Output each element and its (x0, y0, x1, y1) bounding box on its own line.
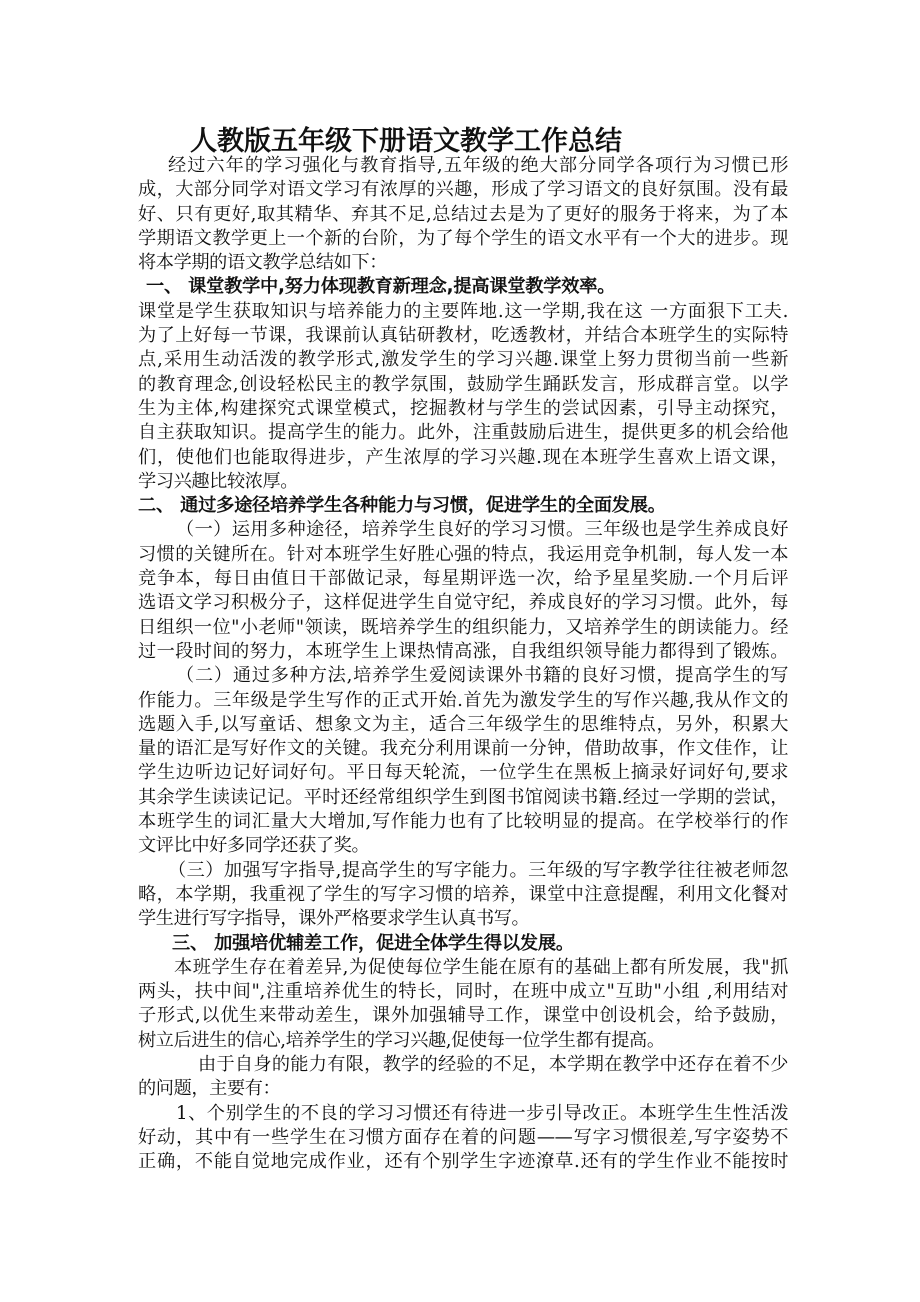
section-heading: 一、 课堂教学中,努力体现教育新理念,提高课堂教学效率。 (146, 276, 616, 298)
paragraph-line: 本班学生存在着差异,为促使每位学生能在原有的基础上都有所发展，我"抓 (174, 956, 788, 978)
paragraph-line: 正确，不能自觉地完成作业，还有个别学生字迹潦草.还有的学生作业不能按时 (138, 1151, 788, 1173)
paragraph-line: 经过六年的学习强化与教育指导,五年级的绝大部分同学各项行为习惯已形 (168, 155, 788, 176)
paragraph-line: 学习兴趣比较浓厚。 (138, 470, 299, 492)
section-heading: 三、 加强培优辅差工作，促进全体学生得以发展。 (172, 932, 574, 954)
paragraph-line: 生为主体,构建探究式课堂模式，挖掘教材与学生的尝试因素，引导主动探究， (138, 397, 788, 419)
paragraph-line: 为了上好每一节课，我课前认真钻研教材，吃透教材，并结合本班学生的实际特 (138, 325, 788, 347)
page-title: 人教版五年级下册语文教学工作总结 (190, 126, 622, 157)
paragraph-line: 文评比中好多同学还获了奖。 (138, 835, 370, 857)
paragraph-line: 两头，扶中间",注重培养优生的特长，同时，在班中成立"互助"小组 ,利用结对 (138, 981, 788, 1003)
paragraph-line: （二）通过多种方法,培养学生爱阅读课外书籍的良好习惯，提高学生的写 (176, 665, 788, 687)
paragraph-line: 点,采用生动活泼的教学形式,激发学生的学习兴趣.课堂上努力贯彻当前一些新 (138, 349, 788, 371)
paragraph-line: 本班学生的词汇量大大增加,写作能力也有了比较明显的提高。在学校举行的作 (138, 811, 788, 833)
paragraph-line: 子形式,以优生来带动差生，课外加强辅导工作，课堂中创设机会，给予鼓励， (138, 1005, 788, 1027)
paragraph-line: 学生边听边记好词好句。平日每天轮流，一位学生在黑板上摘录好词好句,要求 (138, 762, 788, 784)
paragraph-line: 们，使他们也能取得进步，产生浓厚的学习兴趣.现在本班学生喜欢上语文课， (138, 446, 788, 468)
paragraph-line: 略，本学期，我重视了学生的写字习惯的培养，课堂中注意提醒，利用文化餐对 (138, 883, 788, 905)
paragraph-line: 量的语汇是写好作文的关键。我充分利用课前一分钟，借助故事，作文佳作，让 (138, 738, 788, 760)
paragraph-line: 作能力。三年级是学生写作的正式开始.首先为激发学生的写作兴趣,我从作文的 (138, 689, 788, 711)
paragraph-line: 成，大部分同学对语文学习有浓厚的兴趣，形成了学习语文的良好氛围。没有最 (138, 179, 788, 201)
paragraph-line: 将本学期的语文教学总结如下： (138, 252, 388, 274)
paragraph-line: 其余学生读读记记。平时还经常组织学生到图书馆阅读书籍.经过一学期的尝试， (138, 786, 788, 808)
paragraph-line: 树立后进生的信心,培养学生的学习兴趣,促使每一位学生都有提高。 (138, 1029, 665, 1051)
paragraph-line: 学期语文教学更上一个新的台阶，为了每个学生的语文水平有一个大的进步。现 (138, 227, 788, 249)
paragraph-line: 的教育理念,创设轻松民主的教学氛围，鼓励学生踊跃发言，形成群言堂。以学 (138, 373, 788, 395)
paragraph-line: 课堂是学生获取知识与培养能力的主要阵地.这一学期,我在这 一方面狠下工夫. (138, 300, 788, 322)
paragraph-line: 选题入手,以写童话、想象文为主，适合三年级学生的思维特点，另外，积累大 (138, 713, 788, 735)
paragraph-line: 自主获取知识。提高学生的能力。此外，注重鼓励后进生，提供更多的机会给他 (138, 422, 788, 444)
paragraph-line: 过一段时间的努力，本班学生上课热情高涨，自我组织领导能力都得到了锻炼。 (138, 640, 788, 662)
paragraph-line: 学生进行写字指导，课外严格要求学生认真书写。 (138, 908, 530, 930)
paragraph-line: 习惯的关键所在。针对本班学生好胜心强的特点，我运用竞争机制，每人发一本 (138, 543, 788, 565)
paragraph-line: 好动，其中有一些学生在习惯方面存在着的问题——写字习惯很差,写字姿势不 (138, 1126, 788, 1148)
paragraph-line: 选语文学习积极分子，这样促进学生自觉守纪，养成良好的学习习惯。此外，每 (138, 592, 788, 614)
document-body (138, 154, 788, 1174)
paragraph-line: （三）加强写字指导,提高学生的写字能力。三年级的写字教学往往被老师忽 (168, 859, 788, 881)
paragraph-line: 竞争本，每日由值日干部做记录，每星期评选一次，给予星星奖励.一个月后评 (138, 568, 788, 590)
paragraph-line: （一）运用多种途径，培养学生良好的学习习惯。三年级也是学生养成良好 (176, 519, 788, 541)
paragraph-line: 好、只有更好,取其精华、弃其不足,总结过去是为了更好的服务于将来，为了本 (138, 203, 788, 225)
paragraph-line: 1、个别学生的不良的学习习惯还有待进一步引导改正。本班学生生性活泼 (176, 1102, 788, 1124)
paragraph-line: 日组织一位"小老师"领读，既培养学生的组织能力，又培养学生的朗读能力。经 (138, 616, 788, 638)
section-heading: 二、 通过多途径培养学生各种能力与习惯，促进学生的全面发展。 (138, 495, 666, 517)
paragraph-line: 由于自身的能力有限，教学的经验的不足，本学期在教学中还存在着不少 (198, 1053, 788, 1075)
paragraph-line: 的问题，主要有： (138, 1078, 281, 1100)
